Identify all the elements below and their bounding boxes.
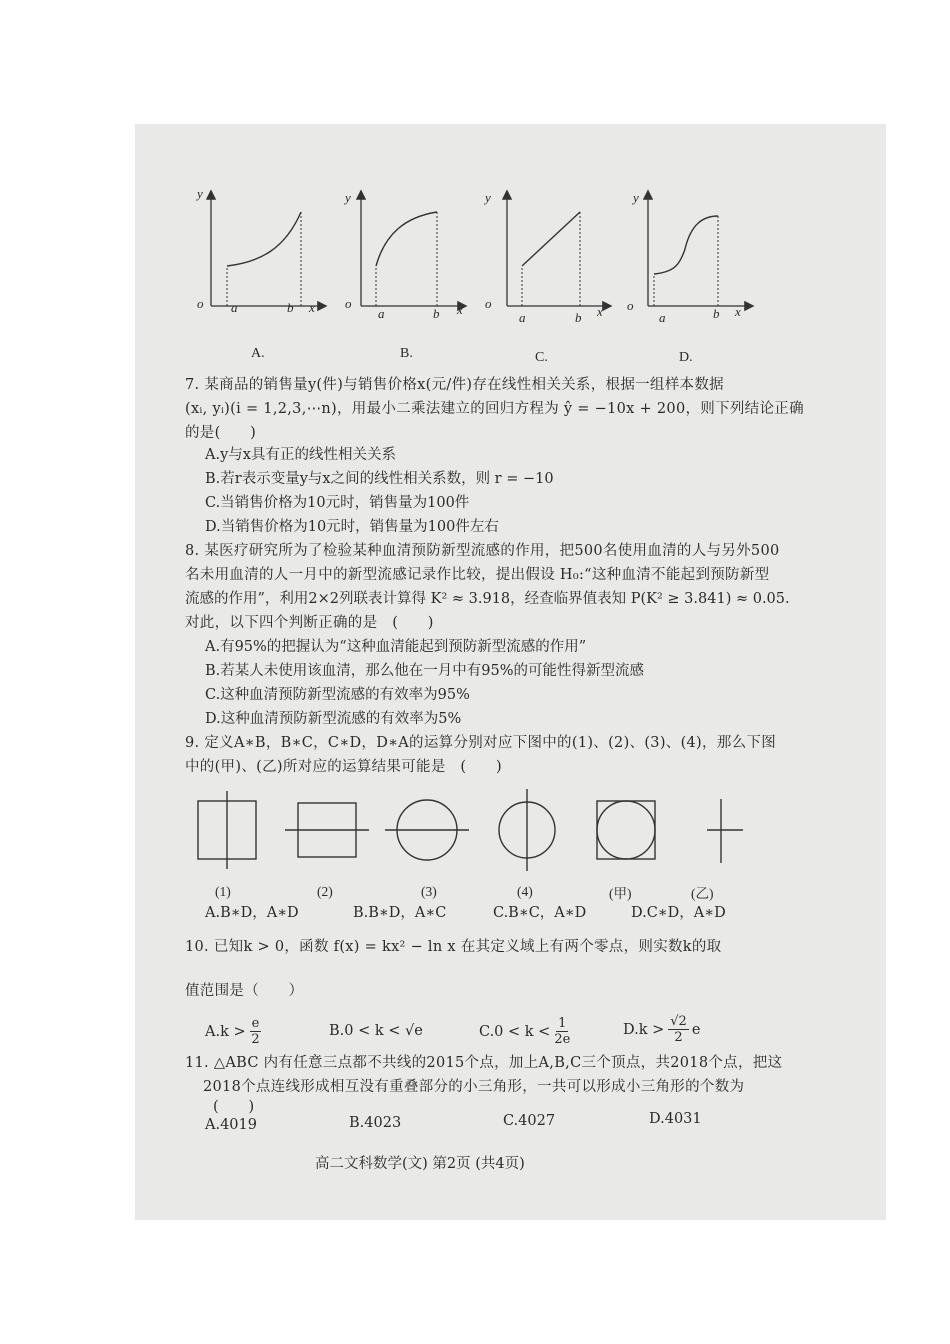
graph-b-a-label: a bbox=[378, 306, 385, 321]
q10-option-a-denominator: 2 bbox=[251, 1032, 260, 1047]
q8-line-4: 对此，以下四个判断正确的是 ( ) bbox=[185, 615, 434, 631]
q10-option-a bbox=[205, 1016, 261, 1047]
q8-line-1: 8. 某医疗研究所为了检验某种血清预防新型流感的作用，把500名使用血清的人与另外500 bbox=[185, 543, 780, 559]
q11-option-c: C.4027 bbox=[503, 1113, 556, 1129]
figure-yi bbox=[707, 799, 743, 863]
q10-line-1: 10. 已知k > 0，函数 f(x) = kx² − ln x 在其定义域上有两个零点，则实数k的取 bbox=[185, 939, 722, 955]
graph-option-b-label: B. bbox=[400, 346, 413, 361]
q10-option-c-numerator: 1 bbox=[558, 1016, 567, 1031]
q9-line-2: 中的(甲)、(乙)所对应的运算结果可能是 ( ) bbox=[185, 759, 502, 775]
graph-d-x-label: x bbox=[735, 304, 741, 319]
graph-c bbox=[507, 192, 610, 306]
q10-option-d-fraction bbox=[668, 1014, 689, 1045]
q7-line-2: (xᵢ, yᵢ)(i = 1,2,3,⋯n)，用最小二乘法建立的回归方程为 ŷ = −10x + 200，则下列结论正确 bbox=[185, 401, 804, 417]
graph-b-b-label: b bbox=[433, 306, 440, 321]
figure-1 bbox=[198, 791, 256, 869]
q7-option-b: B.若r表示变量y与x之间的线性相关系数，则 r = −10 bbox=[205, 471, 554, 487]
graph-b bbox=[361, 192, 465, 306]
figure-yi-label: (乙) bbox=[691, 886, 714, 901]
q10-option-a-prefix: A.k > bbox=[205, 1023, 246, 1040]
q7-option-d: D.当销售价格为10元时，销售量为100件左右 bbox=[205, 519, 499, 535]
exam-page bbox=[135, 124, 886, 1220]
q7-line-1: 7. 某商品的销售量y(件)与销售价格x(元/件)存在线性相关关系，根据一组样本数据 bbox=[185, 377, 724, 393]
q9-option-a: A.B∗D，A∗D bbox=[205, 905, 299, 921]
q10-option-c-fraction bbox=[554, 1016, 570, 1047]
q10-option-c-prefix: C.0 < k < bbox=[479, 1023, 551, 1040]
q11-line-2: 2018个点连线形成相互没有重叠部分的小三角形，一共可以形成小三角形的个数为 bbox=[203, 1079, 745, 1095]
graph-option-a-label: A. bbox=[251, 346, 265, 361]
graph-a-y-label: y bbox=[197, 186, 203, 201]
q7-option-c: C.当销售价格为10元时，销售量为100件 bbox=[205, 495, 470, 511]
q10-option-d-numerator: √2 bbox=[670, 1014, 687, 1029]
q10-option-d-denominator: 2 bbox=[674, 1030, 683, 1045]
figure-jia-label: (甲) bbox=[609, 886, 632, 901]
q8-option-c: C.这种血清预防新型流感的有效率为95% bbox=[205, 687, 470, 703]
q10-option-a-fraction bbox=[250, 1016, 262, 1047]
graph-b-y-label: y bbox=[345, 190, 351, 205]
figure-3-label: (3) bbox=[421, 884, 437, 899]
q11-line-1: 11. △ABC 内有任意三点都不共线的2015个点，加上A,B,C三个顶点，共2018个点，把这 bbox=[185, 1055, 783, 1071]
q10-option-a-numerator: e bbox=[251, 1016, 260, 1031]
q8-option-b: B.若某人未使用该血清，那么他在一月中有95%的可能性得新型流感 bbox=[205, 663, 644, 679]
graph-options bbox=[135, 124, 886, 374]
figure-4 bbox=[499, 789, 555, 871]
graph-c-origin: o bbox=[485, 296, 492, 311]
figure-4-label: (4) bbox=[517, 884, 533, 899]
q7-option-a: A.y与x具有正的线性相关关系 bbox=[205, 447, 396, 463]
q9-option-c: C.B∗C，A∗D bbox=[493, 905, 587, 921]
q11-option-d: D.4031 bbox=[649, 1111, 702, 1127]
q10-option-c bbox=[479, 1016, 570, 1047]
figure-2-label: (2) bbox=[317, 884, 333, 899]
q9-option-d: D.C∗D，A∗D bbox=[631, 905, 726, 921]
figure-2 bbox=[285, 803, 369, 857]
graph-a bbox=[211, 192, 325, 306]
graph-a-origin: o bbox=[197, 296, 204, 311]
graph-b-origin: o bbox=[345, 296, 352, 311]
q8-option-d: D.这种血清预防新型流感的有效率为5% bbox=[205, 711, 462, 727]
graph-c-b-label: b bbox=[575, 310, 582, 325]
q10-option-d-suffix: e bbox=[691, 1021, 701, 1038]
graph-d-a-label: a bbox=[659, 310, 666, 325]
graph-d-y-label: y bbox=[633, 190, 639, 205]
q10-option-b: B.0 < k < √e bbox=[329, 1023, 423, 1039]
graph-d-b-label: b bbox=[713, 306, 720, 321]
graph-option-c-label: C. bbox=[535, 350, 548, 365]
q11-line-3: ( ) bbox=[213, 1099, 255, 1115]
graph-d-origin: o bbox=[627, 298, 634, 313]
graph-b-x-label: x bbox=[457, 302, 463, 317]
graph-d bbox=[648, 192, 752, 306]
graph-a-b-label: b bbox=[287, 300, 294, 315]
page-footer: 高二文科数学(文) 第2页 (共4页) bbox=[315, 1156, 525, 1172]
graph-c-x-label: x bbox=[597, 304, 603, 319]
figure-jia bbox=[597, 801, 655, 859]
q8-option-a: A.有95%的把握认为“这种血清能起到预防新型流感的作用” bbox=[205, 639, 587, 655]
q10-option-d-prefix: D.k > bbox=[623, 1021, 665, 1038]
q9-figures bbox=[135, 789, 886, 889]
q10-option-d bbox=[623, 1014, 700, 1045]
graph-c-y-label: y bbox=[485, 190, 491, 205]
q9-line-1: 9. 定义A∗B，B∗C，C∗D，D∗A的运算分别对应下图中的(1)、(2)、(3)、(4)，那么下图 bbox=[185, 735, 777, 751]
q11-option-b: B.4023 bbox=[349, 1115, 402, 1131]
q8-line-2: 名未用血清的人一月中的新型流感记录作比较，提出假设 H₀:“这种血清不能起到预防新型 bbox=[185, 567, 770, 583]
q10-line-2: 值范围是（ ） bbox=[185, 983, 304, 999]
graph-a-a-label: a bbox=[231, 300, 238, 315]
q7-line-3: 的是( ) bbox=[185, 425, 257, 441]
graph-option-d-label: D. bbox=[679, 350, 693, 365]
figure-3 bbox=[385, 800, 469, 860]
figure-1-label: (1) bbox=[215, 884, 231, 899]
graph-a-x-label: x bbox=[309, 300, 315, 315]
q11-option-a: A.4019 bbox=[205, 1117, 257, 1133]
q10-option-c-denominator: 2e bbox=[554, 1032, 571, 1047]
q8-line-3: 流感的作用”，利用2×2列联表计算得 K² ≈ 3.918，经查临界值表知 P(K² ≥ 3.841) ≈ 0.05. bbox=[185, 591, 790, 607]
q9-option-b: B.B∗D，A∗C bbox=[353, 905, 447, 921]
graph-c-a-label: a bbox=[519, 310, 526, 325]
